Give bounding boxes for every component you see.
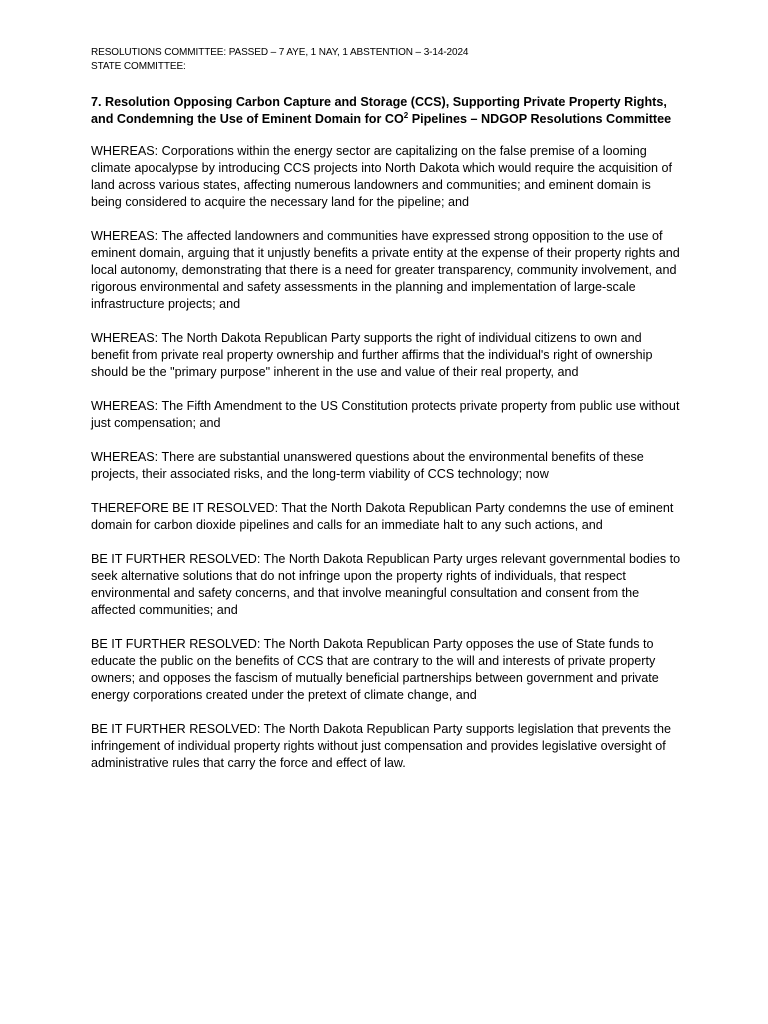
- state-committee-line: STATE COMMITTEE:: [91, 61, 186, 72]
- whereas-paragraph-5: WHEREAS: There are substantial unanswered questions about the environmental benefits of these projects, their associated risks, and the long-term viability of CCS technology; now: [91, 450, 644, 481]
- further-resolved-paragraph-3: BE IT FURTHER RESOLVED: The North Dakota Republican Party supports legislation that prevents the infringement of individual property rights without just compensation and provides legislative oversight of administrative rules that carry the force and effect of law.: [91, 722, 672, 770]
- title-text: 7. Resolution Opposing Carbon Capture and Storage (CCS), Supporting Private Property Rights, and Condemning the Use of Eminent Domain for CO: [91, 95, 667, 126]
- whereas-paragraph-3: WHEREAS: The North Dakota Republican Party supports the right of individual citizens to own and benefit from private real property ownership and further affirms that the individual's right of ownership should be the "primary purpose" inherent in the use and value of their real property, and: [91, 331, 653, 379]
- resolved-paragraph: THEREFORE BE IT RESOLVED: That the North Dakota Republican Party condemns the use of eminent domain for carbon dioxide pipelines and calls for an immediate halt to any such actions, and: [91, 501, 674, 532]
- document-header: [91, 46, 468, 74]
- resolution-title: [91, 94, 681, 128]
- whereas-paragraph-4: WHEREAS: The Fifth Amendment to the US Constitution protects private property from public use without just compensation; and: [91, 399, 680, 430]
- title-superscript: 2: [403, 110, 409, 120]
- whereas-paragraph-1: WHEREAS: Corporations within the energy sector are capitalizing on the false premise of a looming climate apocalypse by introducing CCS projects into North Dakota which would require the acquisition of land across various states, affecting numerous landowners and communities; and eminent domain is being considered to acquire the necessary land for the pipeline; and: [91, 144, 673, 209]
- further-resolved-paragraph-2: BE IT FURTHER RESOLVED: The North Dakota Republican Party opposes the use of State funds to educate the public on the benefits of CCS that are contrary to the will and interests of private property owners; and opposes the fascism of mutually beneficial partnerships between government and private energy corporations created under the pretext of climate change, and: [91, 637, 659, 702]
- title-text-end: Pipelines – NDGOP Resolutions Committee: [408, 112, 672, 126]
- whereas-paragraph-2: WHEREAS: The affected landowners and communities have expressed strong opposition to the use of eminent domain, arguing that it unjustly benefits a private entity at the expense of their property rights and local autonomy, demonstrating that there is a need for greater transparency, community involvement, and rigorous environmental and safety assessments in the planning and implementation of large-scale infrastructure projects; and: [91, 229, 680, 311]
- committee-status-line: RESOLUTIONS COMMITTEE: PASSED – 7 AYE, 1 NAY, 1 ABSTENTION – 3-14-2024: [91, 47, 469, 58]
- further-resolved-paragraph-1: BE IT FURTHER RESOLVED: The North Dakota Republican Party urges relevant governmental bodies to seek alternative solutions that do not infringe upon the property rights of individuals, that respect environmental and safety concerns, and that involve meaningful consultation and consent from the affected communities; and: [91, 552, 681, 617]
- resolution-body: [91, 94, 681, 789]
